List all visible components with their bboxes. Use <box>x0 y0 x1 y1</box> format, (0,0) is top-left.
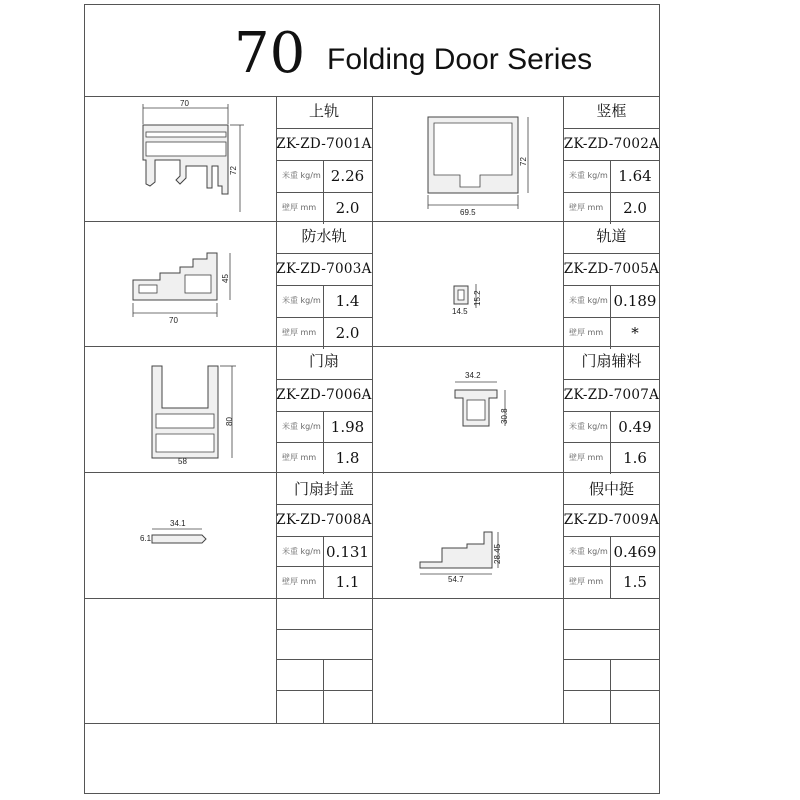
dimension-label: 6.1 <box>140 534 152 543</box>
catalog-header <box>84 4 660 96</box>
footer-empty-row <box>84 723 660 794</box>
profile-drawing-7006a <box>140 358 250 473</box>
product-code: ZK-ZD-7007A <box>563 386 660 403</box>
thickness-value: 2.0 <box>623 198 647 217</box>
product-name: 门扇封盖 <box>293 480 354 498</box>
thickness-value: 2.0 <box>335 323 360 342</box>
empty-drawing-cell <box>84 598 276 723</box>
dimension-label: 70 <box>180 99 189 108</box>
thickness-value: 1.5 <box>623 572 647 591</box>
series-title: Folding Door Series <box>327 43 593 76</box>
dimension-label: 70 <box>169 316 178 325</box>
product-name: 竖框 <box>596 102 627 120</box>
weight-value: 1.4 <box>335 291 360 310</box>
thickness-label: 壁厚 mm <box>569 203 604 212</box>
profile-drawing-7009a <box>412 520 512 582</box>
col-divider <box>610 659 611 723</box>
dimension-label: 34.1 <box>170 519 186 528</box>
weight-value: 2.26 <box>330 166 365 185</box>
thickness-label: 壁厚 mm <box>569 577 604 586</box>
thickness-value: 1.6 <box>623 448 647 467</box>
dimension-label: 14.5 <box>452 307 468 316</box>
product-code: ZK-ZD-7006A <box>276 386 372 403</box>
profile-drawing-7005a <box>440 270 500 320</box>
dimension-label: 80 <box>225 417 234 426</box>
thickness-value: 1.1 <box>335 572 360 591</box>
spec-row-divider <box>276 659 372 660</box>
empty-drawing-cell <box>372 598 563 723</box>
dimension-label: 30.8 <box>500 408 509 424</box>
spec-row-divider <box>563 659 660 660</box>
profile-drawing-7008a <box>140 515 220 555</box>
product-name: 轨道 <box>596 227 627 245</box>
product-code: ZK-ZD-7009A <box>563 511 660 528</box>
weight-value: 0.131 <box>326 542 369 561</box>
dimension-label: 58 <box>178 457 187 466</box>
weight-value: 0.49 <box>618 417 652 436</box>
dimension-label: 72 <box>229 166 238 175</box>
dimension-label: 69.5 <box>460 208 476 217</box>
dimension-label: 28.45 <box>493 543 502 564</box>
product-name: 上轨 <box>308 102 339 120</box>
weight-value: 1.64 <box>618 166 652 185</box>
profile-drawing-7002a <box>420 105 540 215</box>
weight-value: 0.189 <box>613 291 657 310</box>
weight-label: 米重 kg/m <box>569 547 608 556</box>
thickness-label: 壁厚 mm <box>569 328 604 337</box>
product-name: 防水轨 <box>301 227 347 245</box>
weight-label: 米重 kg/m <box>282 547 321 556</box>
spec-row-divider <box>563 690 660 691</box>
product-code: ZK-ZD-7008A <box>276 511 372 528</box>
thickness-value: 2.0 <box>335 198 360 217</box>
dimension-label: 34.2 <box>465 371 481 380</box>
product-code: ZK-ZD-7003A <box>276 260 372 277</box>
profile-drawing-7007a <box>445 368 525 440</box>
thickness-value: 1.8 <box>335 448 360 467</box>
weight-label: 米重 kg/m <box>569 171 608 180</box>
thickness-label: 壁厚 mm <box>282 328 317 337</box>
product-code: ZK-ZD-7005A <box>563 260 660 277</box>
thickness-label: 壁厚 mm <box>569 453 604 462</box>
dimension-label: 72 <box>519 157 528 166</box>
thickness-label: 壁厚 mm <box>282 577 317 586</box>
thickness-value: * <box>631 323 639 342</box>
weight-value: 1.98 <box>330 417 365 436</box>
weight-label: 米重 kg/m <box>569 422 608 431</box>
weight-label: 米重 kg/m <box>282 171 321 180</box>
dimension-label: 54.7 <box>448 575 464 584</box>
spec-row-divider <box>563 629 660 630</box>
weight-label: 米重 kg/m <box>282 422 321 431</box>
col-divider <box>323 659 324 723</box>
product-name: 门扇辅料 <box>581 352 642 370</box>
dimension-label: 45 <box>221 274 230 283</box>
spec-row-divider <box>276 690 372 691</box>
profile-drawing-7001a <box>130 100 250 220</box>
product-code: ZK-ZD-7001A <box>276 135 372 152</box>
profile-drawing-7003a <box>125 245 245 325</box>
thickness-label: 壁厚 mm <box>282 203 317 212</box>
weight-label: 米重 kg/m <box>282 296 321 305</box>
dimension-label: 15.2 <box>473 290 482 306</box>
thickness-label: 壁厚 mm <box>282 453 317 462</box>
weight-label: 米重 kg/m <box>569 296 608 305</box>
product-code: ZK-ZD-7002A <box>563 135 660 152</box>
weight-value: 0.469 <box>613 542 657 561</box>
product-name: 门扇 <box>308 352 339 370</box>
spec-row-divider <box>276 629 372 630</box>
series-number: 70 <box>234 21 306 86</box>
product-name: 假中挺 <box>588 480 634 498</box>
